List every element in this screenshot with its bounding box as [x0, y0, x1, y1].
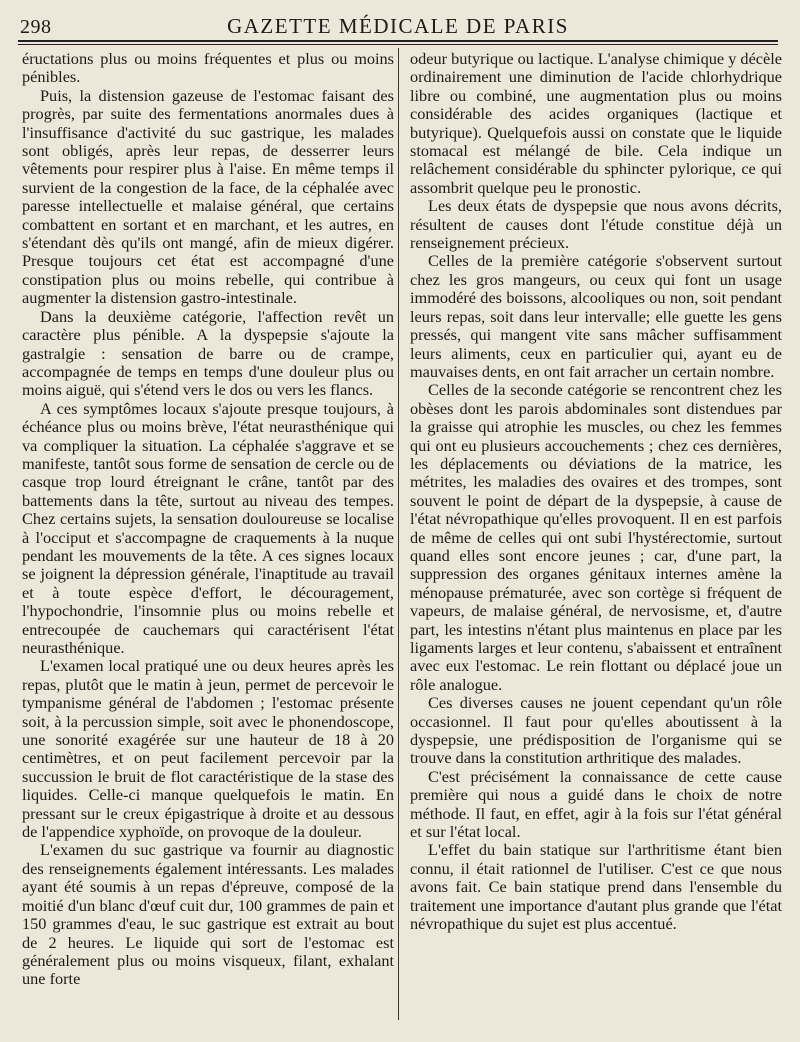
paragraph: éructations plus ou moins fréquentes et plus ou moins pénibles.: [22, 49, 394, 87]
header-rule-thin: [18, 44, 778, 45]
paragraph: Les deux états de dyspepsie que nous avons décrits, résultent de causes dont l'étude constitue déjà un renseignement précieux.: [410, 196, 782, 253]
page-number: 298: [20, 16, 52, 38]
paragraph: A ces symptômes locaux s'ajoute presque toujours, à échéance plus ou moins brève, l'état neurasthénique qui va compliquer la situation. La céphalée s'aggrave et se manifeste, tantôt sous forme de sensation de cercle ou de casque trop lourd étreignant le crâne, tantôt par des battements dans la tête, surtout au niveau des tempes. Chez certains sujets, la sensation douloureuse se localise à l'occiput et s'accompagne de craquements à la nuque pendant les mouvements de la tête. A ces signes locaux se joignent la dépression générale, l'inaptitude au travail et à toute espèce d'effort, le découragement, l'hypochondrie, l'insomnie plus ou moins rebelle et entrecoupée de cauchemars qui caractérisent l'état neurasthénique.: [22, 398, 394, 657]
column-divider: [398, 48, 399, 1020]
header-rule-thick: [18, 40, 778, 42]
page-header: [18, 10, 778, 40]
paragraph: L'examen du suc gastrique va fournir au diagnostic des renseignements également intéressants. Les malades ayant été soumis à un repas d'épreuve, composé de la moitié d'un blanc d'œuf cuit dur, 100 grammes de pain et 150 grammes d'eau, le suc gastrique est extrait au bout de 2 heures. Le liquide qui sort de l'estomac est généralement plus ou moins visqueux, filant, exhalant une forte: [22, 840, 394, 989]
paragraph: Celles de la seconde catégorie se rencontrent chez les obèses dont les parois abdominales sont distendues par la graisse qui atrophie les muscles, ou chez les femmes qui ont eu plusieurs accouchements ; chez ces dernières, les déplacements ou déviations de la matrice, les métrites, les maladies des ovaires et des trompes, sont souvent le point de départ de la dyspepsie, à cause de l'état névropathique qu'elles provoquent. Il en est parfois de même de celles qui ont subi l'hystérectomie, surtout quand elles sont encore jeunes ; car, d'une part, la suppression des organes génitaux internes amène la ménopause prématurée, avec son cortège si fréquent de vapeurs, de malaise général, de nervosisme, et, d'autre part, les intestins n'étant plus maintenus en place par les ligaments larges et leur contenu, s'abaissent et entraînent avec eux l'estomac. Le rein flottant ou déplacé joue un rôle analogue.: [410, 380, 782, 694]
paragraph: L'effet du bain statique sur l'arthritisme étant bien connu, il était rationnel de l'utiliser. C'est ce que nous avons fait. Ce bain statique prend dans l'ensemble du traitement une importance d'autant plus grande que l'état névropathique du sujet est plus accentué.: [410, 840, 782, 934]
journal-title: GAZETTE MÉDICALE DE PARIS: [227, 14, 569, 38]
paragraph: Puis, la distension gazeuse de l'estomac faisant des progrès, par suite des fermentations anormales dues à l'insuffisance d'activité du suc gastrique, les malades sont obligés, après leur repas, de desserrer leurs vêtements pour respirer plus à l'aise. En même temps il survient de la congestion de la face, de la céphalée avec paresse intellectuelle et malaise général, que certains combattent en sortant et en marchant, et les autres, en s'étendant dès qu'ils ont mangé, afin de mieux digérer. Presque toujours cet état est accompagné d'une constipation plus ou moins rebelle, qui contribue à augmenter la distension gastro-intestinale.: [22, 85, 394, 308]
right-column: [410, 50, 782, 934]
paragraph: C'est précisément la connaissance de cette cause première qui nous a guidé dans le choix de notre méthode. Il faut, en effet, agir à la fois sur l'état général et sur l'état local.: [410, 766, 782, 842]
paragraph: Dans la deuxième catégorie, l'affection revêt un caractère plus pénible. A la dyspepsie s'ajoute la gastralgie : sensation de barre ou de crampe, accompagnée de temps en temps d'une douleur plus ou moins aiguë, qui s'étend vers le dos ou vers les flancs.: [22, 306, 394, 400]
paragraph: Celles de la première catégorie s'observent surtout chez les gros mangeurs, ou ceux qui font un usage immodéré des boissons, alcooliques ou non, soit pendant leurs repas, soit dans leur intervalle; elle guette les gens pressés, qui mangent vite sans mâcher suffisamment leurs aliments, ceux en particulier qui, ayant eu de mauvaises dents, en ont fait arracher un certain nombre.: [410, 251, 782, 381]
paragraph: Ces diverses causes ne jouent cependant qu'un rôle occasionnel. Il faut pour qu'elles aboutissent à la dyspepsie, une prédisposition de l'organisme qui se trouve dans la constitution arthritique des malades.: [410, 693, 782, 768]
left-column: [22, 50, 394, 989]
paragraph: L'examen local pratiqué une ou deux heures après les repas, plutôt que le matin à jeun, permet de percevoir le tympanisme général de l'abdomen ; l'estomac présente soit, à la percussion simple, soit avec le phonendoscope, une sonorité exagérée sur une hauteur de 18 à 20 centimètres, et on peut facilement percevoir par la succussion le bruit de flot caractéristique de la stase des liquides. Celle-ci manque quelquefois le matin. En pressant sur le creux épigastrique à droite et au dessous de l'appendice xyphoïde, on provoque de la douleur.: [22, 656, 394, 842]
paragraph: odeur butyrique ou lactique. L'analyse chimique y décèle ordinairement une diminution de l'acide chlorhydrique libre ou combiné, une augmentation plus ou moins considérable des acides organiques (lactique et butyrique). Quelquefois aussi on constate que le liquide stomacal est mélangé de bile. Cela indique un relâchement considérable du sphincter pylorique, ce qui assombrit quelque peu le pronostic.: [410, 49, 782, 197]
